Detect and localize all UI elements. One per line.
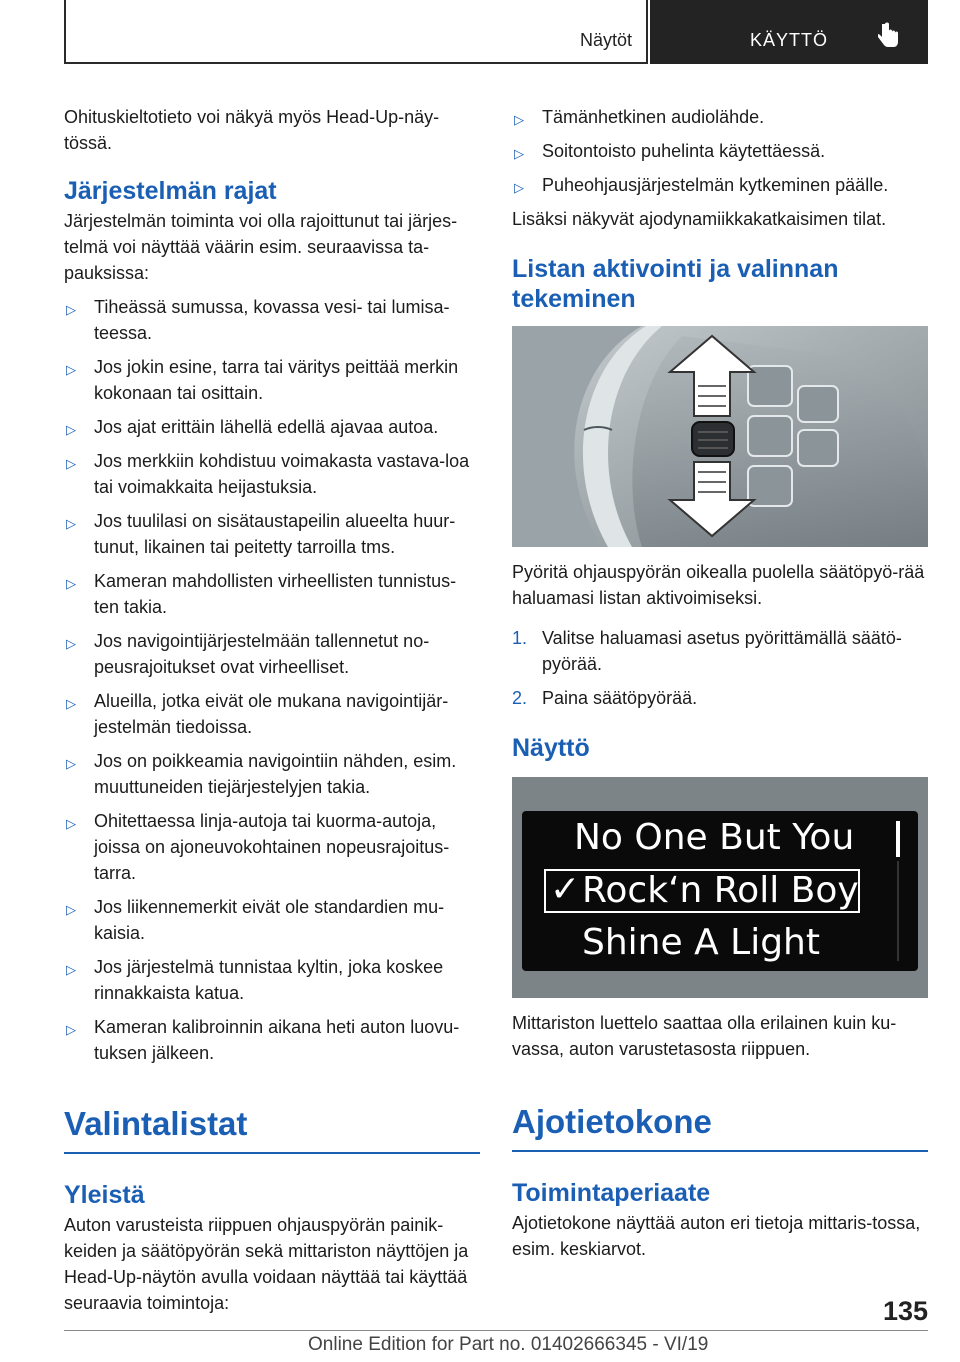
scroll-indicator — [896, 821, 900, 857]
intro-paragraph: Ohituskieltotieto voi näkyä myös Head-Up-näy-tössä. — [64, 107, 440, 153]
triangle-bullet-icon: ▷ — [514, 180, 524, 195]
list-item: ▷ Puheohjausjärjestelmän kytkeminen päälle. — [512, 172, 928, 198]
list-item: ▷ Kameran kalibroinnin aikana heti auton luovu-tuksen jälkeen. — [66, 1017, 460, 1063]
triangle-bullet-icon: ▷ — [66, 576, 76, 591]
list-item: ▷ Jos ajat erittäin lähellä edellä ajavaa autoa. — [64, 414, 480, 440]
triangle-bullet-icon: ▷ — [66, 362, 76, 377]
functions-list — [512, 104, 928, 198]
triangle-bullet-icon: ▷ — [514, 112, 524, 127]
general-paragraph: Auton varusteista riippuen ohjauspyörän painik-keiden ja säätöpyörän sekä mittariston näyttöjen ja Head-Up-näytön avulla voidaan näyttää tai käyttää seuraavia toimintoja: — [64, 1215, 469, 1313]
list-item: ▷ Tiheässä sumussa, kovassa vesi- tai lumisa-teessa. — [66, 297, 450, 343]
triangle-bullet-icon: ▷ — [66, 1022, 76, 1037]
limits-intro: Järjestelmän toiminta voi olla rajoittunut tai järjes-telmä voi näyttää väärin esim. seuraavissa ta-pauksissa: — [64, 211, 458, 283]
footer-rule — [64, 1330, 928, 1331]
list-item: ▷ Kameran mahdollisten virheellisten tunnistus-ten takia. — [66, 571, 457, 617]
display-list-item: No One But You — [574, 817, 855, 858]
general-heading: Yleistä — [64, 1181, 145, 1209]
list-item: ▷ Jos liikennemerkit eivät ole standardien mu-kaisia. — [66, 897, 445, 943]
triangle-bullet-icon: ▷ — [66, 696, 76, 711]
list-item: ▷ Jos tuulilasi on sisätaustapeilin alueelta huur-tunut, likainen tai peitetty tarroilla tms. — [66, 511, 456, 557]
triangle-bullet-icon: ▷ — [66, 302, 76, 317]
list-item: ▷ Jos navigointijärjestelmään tallennetut no-peusrajoitukset ovat virheelliset. — [66, 631, 430, 677]
edition-note: Online Edition for Part no. 01402666345 - VI/19 — [308, 1334, 709, 1355]
limits-heading: Järjestelmän rajat — [64, 177, 277, 205]
instrument-screen — [522, 811, 918, 971]
scroll-track — [897, 861, 899, 961]
triangle-bullet-icon: ▷ — [514, 146, 524, 161]
list-item: ▷ Jos jokin esine, tarra tai väritys peittää merkin kokonaan tai osittain. — [66, 357, 459, 403]
page-header — [64, 0, 928, 66]
triangle-bullet-icon: ▷ — [66, 422, 76, 437]
triangle-bullet-icon: ▷ — [66, 456, 76, 471]
display-list-image — [512, 777, 928, 998]
display-list-item-selected: Rock‘n Roll Boy — [582, 870, 859, 911]
triangle-bullet-icon: ▷ — [66, 962, 76, 977]
triangle-bullet-icon: ▷ — [66, 636, 76, 651]
display-heading: Näyttö — [512, 734, 590, 762]
page-number: 135 — [882, 1296, 928, 1326]
wheel-caption: Pyöritä ohjauspyörän oikealla puolella säätöpyö-rää haluamasi listan aktivoimiseksi. — [512, 562, 925, 608]
extra-paragraph: Lisäksi näkyvät ajodynamiikkakatkaisimen tilat. — [512, 209, 887, 229]
limits-list — [64, 294, 480, 1066]
steps-list — [512, 625, 928, 711]
heading-rule — [64, 1152, 480, 1154]
list-item: 1. Valitse haluamasi asetus pyörittämällä säätö-pyörää. — [512, 628, 902, 674]
display-list-item: Shine A Light — [582, 922, 820, 963]
list-item: ▷ Jos on poikkeamia navigointiin nähden, esim. muuttuneiden tiejärjestelyjen takia. — [66, 751, 457, 797]
section-title: Näytöt — [579, 30, 632, 50]
heading-rule — [512, 1150, 928, 1152]
list-item: 2. Paina säätöpyörää. — [512, 688, 698, 708]
steering-wheel-illustration — [512, 326, 928, 547]
list-item: ▷ Soitontoisto puhelinta käytettäessä. — [512, 138, 928, 164]
right-column — [512, 104, 928, 1262]
list-item: ▷ Alueilla, jotka eivät ole mukana navigointijär-jestelmän tiedoissa. — [66, 691, 449, 737]
principle-heading: Toimintaperiaate — [512, 1179, 711, 1207]
list-item: ▷ Ohitettaessa linja-autoja tai kuorma-autoja, joissa on ajoneuvokohtainen nopeusrajoitus-tarra. — [66, 811, 450, 883]
trip-computer-heading: Ajotietokone — [512, 1103, 712, 1140]
triangle-bullet-icon: ▷ — [66, 816, 76, 831]
chapter-tab — [650, 0, 928, 64]
activation-heading: Listan aktivointi ja valinnan tekeminen — [512, 255, 839, 313]
principle-paragraph: Ajotietokone näyttää auton eri tietoja mittaris-tossa, esim. keskiarvot. — [512, 1213, 921, 1259]
steering-wheel-image — [512, 326, 928, 547]
section-tab — [64, 0, 648, 64]
triangle-bullet-icon: ▷ — [66, 756, 76, 771]
triangle-bullet-icon: ▷ — [66, 516, 76, 531]
left-column — [64, 104, 480, 1316]
list-item: ▷ Jos merkkiin kohdistuu voimakasta vastava-loa tai voimakkaita heijastuksia. — [66, 451, 470, 497]
lists-heading: Valintalistat — [64, 1105, 248, 1142]
hand-pointer-icon — [878, 22, 900, 48]
check-mark-icon: ✓ — [550, 869, 581, 910]
triangle-bullet-icon: ▷ — [66, 902, 76, 917]
list-item: ▷ Jos järjestelmä tunnistaa kyltin, joka koskee rinnakkaista katua. — [66, 957, 444, 1003]
chapter-title: KÄYTTÖ — [750, 30, 829, 50]
display-caption: Mittariston luettelo saattaa olla erilainen kuin ku-vassa, auton varustetasosta riippuen. — [512, 1013, 897, 1059]
list-item: ▷ Tämänhetkinen audiolähde. — [512, 104, 928, 130]
